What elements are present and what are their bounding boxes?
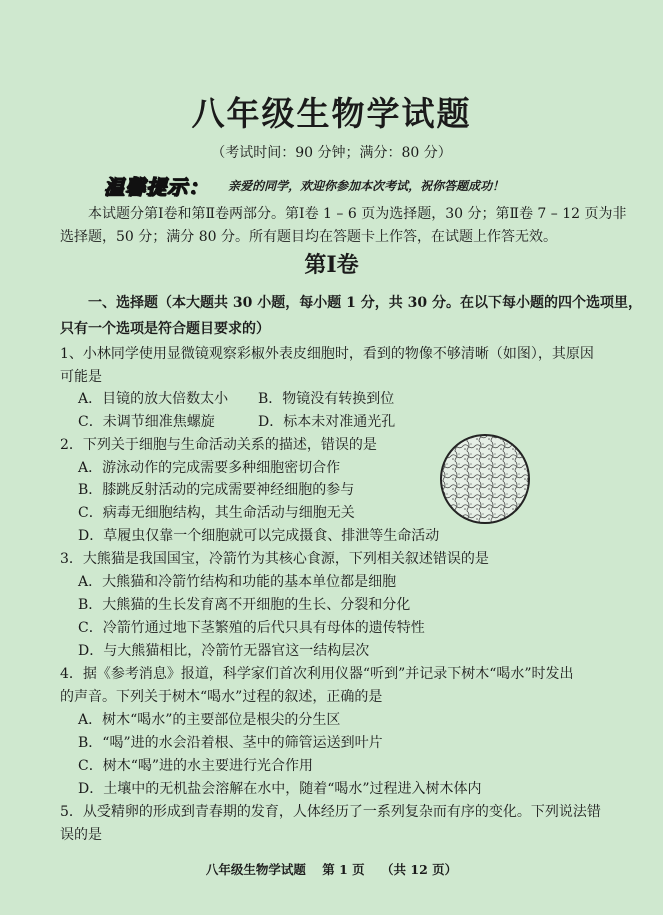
q4-stem-2: 的声音。下列关于树木“喝水”过程的叙述，正确的是 bbox=[60, 689, 383, 705]
q2-option-b: B．膝跳反射活动的完成需要神经细胞的参与 bbox=[78, 482, 355, 498]
q3-option-a: A．大熊猫和冷箭竹结构和功能的基本单位都是细胞 bbox=[78, 574, 397, 590]
page-footer bbox=[0, 860, 663, 878]
part1-line-1: 一、选择题（本大题共 30 小题，每小题 1 分，共 30 分。在以下每小题的四个选项里， bbox=[88, 295, 642, 311]
part1-line-2: 只有一个选项是符合题目要求的） bbox=[60, 321, 270, 337]
intro-line-2: 选择题，50 分；满分 80 分。所有题目均在答题卡上作答，在试题上作答无效。 bbox=[60, 229, 557, 245]
footer-total: （共 12 页） bbox=[381, 862, 458, 877]
q5-stem-2: 误的是 bbox=[60, 827, 102, 843]
footer-name: 八年级生物学试题 bbox=[205, 862, 306, 877]
q4-option-d: D．土壤中的无机盐会溶解在水中，随着“喝水”过程进入树木体内 bbox=[78, 781, 482, 797]
tip-text: 亲爱的同学，欢迎你参加本次考试，祝你答题成功！ bbox=[228, 179, 505, 193]
q5-stem-1: 5．从受精卵的形成到青春期的发育，人体经历了一系列复杂而有序的变化。下列说法错 bbox=[60, 804, 601, 820]
q1-stem-1: 1、小林同学使用显微镜观察彩椒外表皮细胞时，看到的物像不够清晰（如图），其原因 bbox=[60, 346, 594, 362]
section-title: 第Ⅰ卷 bbox=[304, 252, 359, 278]
q1-option-c: C．未调节细准焦螺旋 bbox=[78, 414, 215, 430]
q4-option-b: B．“喝”进的水会沿着根、茎中的筛管运送到叶片 bbox=[78, 735, 383, 751]
q3-option-c: C．冷箭竹通过地下茎繁殖的后代只具有母体的遗传特性 bbox=[78, 620, 425, 636]
q1-option-d: D．标本未对准通光孔 bbox=[258, 414, 396, 430]
exam-title: 八年级生物学试题 bbox=[191, 94, 472, 133]
q2-option-d: D．草履虫仅靠一个细胞就可以完成摄食、排泄等生命活动 bbox=[78, 528, 440, 544]
q2-option-a: A．游泳动作的完成需要多种细胞密切合作 bbox=[78, 460, 341, 476]
q3-stem: 3．大熊猫是我国国宝，冷箭竹为其核心食源，下列相关叙述错误的是 bbox=[60, 551, 489, 567]
intro-line-1: 本试题分第Ⅰ卷和第Ⅱ卷两部分。第Ⅰ卷 1 – 6 页为选择题，30 分；第Ⅱ卷 7 – 12 页为非 bbox=[88, 206, 627, 222]
q1-option-a: A．目镜的放大倍数太小 bbox=[78, 391, 229, 407]
q2-stem: 2．下列关于细胞与生命活动关系的描述，错误的是 bbox=[60, 437, 377, 453]
q2-option-c: C．病毒无细胞结构，其生命活动与细胞无关 bbox=[78, 505, 355, 521]
tip-label: 温馨提示： bbox=[104, 175, 209, 199]
q3-option-d: D．与大熊猫相比，冷箭竹无器官这一结构层次 bbox=[78, 643, 370, 659]
exam-subtitle: （考试时间：90 分钟；满分：80 分） bbox=[211, 145, 452, 161]
footer-page: 第 1 页 bbox=[322, 862, 365, 877]
microscope-field-image bbox=[438, 432, 532, 526]
q3-option-b: B．大熊猫的生长发育离不开细胞的生长、分裂和分化 bbox=[78, 597, 411, 613]
q4-option-a: A．树木“喝水”的主要部位是根尖的分生区 bbox=[78, 712, 341, 728]
q4-option-c: C．树木“喝”进的水主要进行光合作用 bbox=[78, 758, 314, 774]
q1-stem-2: 可能是 bbox=[60, 369, 102, 385]
tip-row bbox=[104, 171, 644, 197]
q4-stem-1: 4．据《参考消息》报道，科学家们首次利用仪器“听到”并记录下树木“喝水”时发出 bbox=[60, 666, 574, 682]
q1-option-b: B．物镜没有转换到位 bbox=[258, 391, 395, 407]
